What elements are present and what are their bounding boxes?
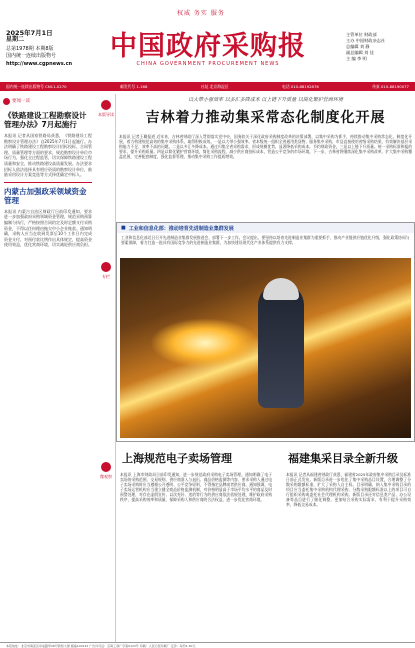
main-area: [116, 94, 415, 642]
masthead-tagline: 权威 务实 服务: [177, 10, 225, 17]
article-body: 本报讯 记者从国家铁路局获悉，《铁路建设工程勘察设计管理办法》自2025年7月1日起施行。办法明确了铁路建设工程勘察设计招标投标、合同管理、质量管理等方面的要求，规范勘察设计单位市场行为，强化全过程监管，切实保障铁路建设工程质量和安全，推动铁路建设高质量发展。办法要求招标人依法选择具有相应资质的勘察设计单位，鼓励采用设计方案竞选等方式择优确定中标人。: [4, 133, 92, 178]
industrial-worker-photo: [120, 258, 411, 438]
article-shanghai: [116, 446, 276, 642]
lead-headline[interactable]: 吉林着力推动集采常态化制度化开展: [145, 110, 386, 126]
issue-line-2: 国内统一连续出版物号: [6, 52, 57, 59]
sparks-glow: [150, 318, 260, 368]
footer: 本报地址：北京市海淀区阜成路甲28号新知大厦 邮编100142 广告许可证：京海工商广字第0123号 印刷：人民日报印刷厂 定价：每份1.50元: [0, 642, 415, 648]
side-mark-label: 本版导读: [98, 112, 114, 117]
photo-feature: [116, 222, 415, 442]
staff-line: 副总编辑 刘 佳: [346, 50, 374, 55]
side-mark-label: 专栏: [102, 274, 110, 279]
article-body: [116, 470, 276, 639]
side-mark: [97, 262, 115, 280]
article-title[interactable]: 内蒙古加强政采领域资金管理: [4, 186, 87, 205]
text-column: 本报讯 记者王璐报道 近年来，吉林省财政厅深入贯彻落实党中央、国务院关于深化政府采购制度改革的决策部署，以集中采购为抓手，持续推动集中采购常态化、制度化开展，着力构建规范高效的集中采购体系，取得积极成效。一是以大带小强效率。省本级统一组织全省通用类货物、服务集中采购，市县直接使用省级采购结果，有效解决基层采购能力不足、效率不高的问题。二是以多汇多降成本。通过归集全省采购需求，形成规模优势，显著降低采购成本，节约财政资金。三是以上链下升质量。统一采购标准和履约要求，提升采购质量。四是以简化繁护营商环境，简化采购流程，减少供应商投标成本，营造公平竞争的市场环境。下一步，吉林省将继续深化集中采购改革，扩大集中采购覆盖范围，完善配套制度，强化监督管理，推动集中采购工作提质增效。: [119, 134, 412, 159]
site-url[interactable]: http://www.cgpnews.cn: [6, 61, 73, 67]
photo-title-text: 工业和信息化部：推动培育先进制造业集群发展: [128, 225, 234, 232]
photo-caption: 工业和信息化部近日召开先进制造业集群发展推进会，部署下一步工作。会议提出，要坚持以培育先进制造业集群为重要抓手，推动产业链供应链优化升级，强化政策协同与要素保障，着力打造一批具有国际竞争力的先进制造业集群，为加快建设现代化产业体系提供有力支撑。: [121, 235, 410, 245]
worker-figure: [258, 283, 304, 408]
article-body: [282, 470, 415, 639]
side-mark-label: 微观察: [100, 474, 112, 479]
article-title[interactable]: 《铁路建设工程勘察设计管理办法》7月起施行: [4, 111, 87, 129]
left-column: [0, 94, 96, 642]
side-marks: [96, 94, 116, 642]
photo-title[interactable]: [117, 223, 414, 233]
lead-article-body: [119, 134, 412, 219]
side-mark: [97, 462, 115, 480]
info-item: 电话 010-88192876: [282, 83, 319, 89]
article-headline[interactable]: 福建集采目录全新升级: [288, 452, 398, 465]
lower-articles: [116, 446, 415, 642]
date-block: [6, 29, 73, 68]
helmet-shape: [263, 278, 299, 300]
masthead: [0, 0, 415, 84]
section-label: 要闻一读: [12, 98, 30, 104]
headline-slogan: 以大带小强效率 以多汇多降成本 以上链下升质量 以简化繁护营商环境: [188, 97, 343, 103]
staff-line: 主 编 李 明: [346, 56, 367, 61]
article-headline[interactable]: 上海规范电子卖场管理: [122, 452, 232, 465]
article-body: 本报讯 内蒙古自治区财政厅日前印发通知，要求进一步加强政府采购领域资金管理，规范采购预算编制与执行，严格按照合同约定及时足额支付采购资金，不得以任何理由拖欠中小企业账款。通知明确，采购人应当在收到发票后10个工作日内完成资金支付，对预付款比例作出具体规定，提高资金使用效益，优化营商环境，切实减轻供应商负担。: [4, 208, 92, 248]
divider: [4, 182, 92, 183]
text-column: 本报讯 记者从福建省财政厅获悉，福建省2025年政府集中采购目录及标准日前正式发布。新版目录进一步优化了集中采购品目设置，合理调整了分散采购限额标准，扩大了采购人自主权。目录明确，纳入集中采购目录的项目应当委托集中采购机构代理采购，分散采购限额标准以上的项目可自行组织采购或委托社会代理机构采购。新版目录还对信息类产品、办公设备等品目进行了细化调整，更加贴合采购实际需求，有利于提升采购效率，降低交易成本。: [286, 472, 411, 507]
side-dot-icon: [101, 100, 111, 110]
staff-line: 总编辑 刘 静: [346, 44, 370, 49]
section-tag: [0, 94, 96, 109]
newspaper-title: 中国政府采购报: [110, 31, 306, 62]
side-dot-icon: [101, 262, 111, 272]
publication-info-bar: [0, 82, 415, 91]
text-column: 本报讯 上海市财政局日前印发通知，进一步规范政府采购电子卖场管理。通知明确了电子卖场的采购范围、交易规则、供应商准入与退出、商品价格监测等内容，要求采购人通过电子卖场采购时应当遵循公开透明、公平竞争原则，不得指定品牌或者供应商。通知强调，电子卖场运营机构应当建立健全商品价格监测机制，对价格明显高于市场平均水平的商品及时预警处理，对存在虚假宣传、以次充好、违约等行为的供应商依法依规处理，维护政府采购秩序，提高采购效率和质量，保障采购人和供应商的合法权益，进一步优化营商环境。: [120, 472, 272, 502]
side-mark: [97, 100, 115, 118]
side-dot-icon: [101, 462, 111, 472]
article-fujian: [282, 446, 415, 642]
newspaper-title-en: CHINA GOVERNMENT PROCUREMENT NEWS: [136, 61, 280, 67]
issue-weekday: 星期二: [6, 35, 25, 43]
section-dot-icon: [3, 98, 10, 105]
info-item: 传真 010-88190077: [372, 83, 409, 89]
issue-date: 2025年7月1日: [6, 29, 53, 37]
info-item: 国内统一连续出版物号 CN11-0270: [6, 83, 67, 89]
staff-list: [346, 32, 412, 62]
staff-line: 主办 中国财政杂志社: [346, 38, 386, 43]
issue-line-1: 总第1978期 本期8版: [6, 46, 54, 52]
info-item: 邮发代号 1-168: [119, 83, 148, 89]
info-item: 社址 北京海淀区: [200, 83, 229, 89]
bullet-icon: ■: [121, 225, 126, 231]
staff-line: 主管单位 财政部: [346, 32, 377, 37]
